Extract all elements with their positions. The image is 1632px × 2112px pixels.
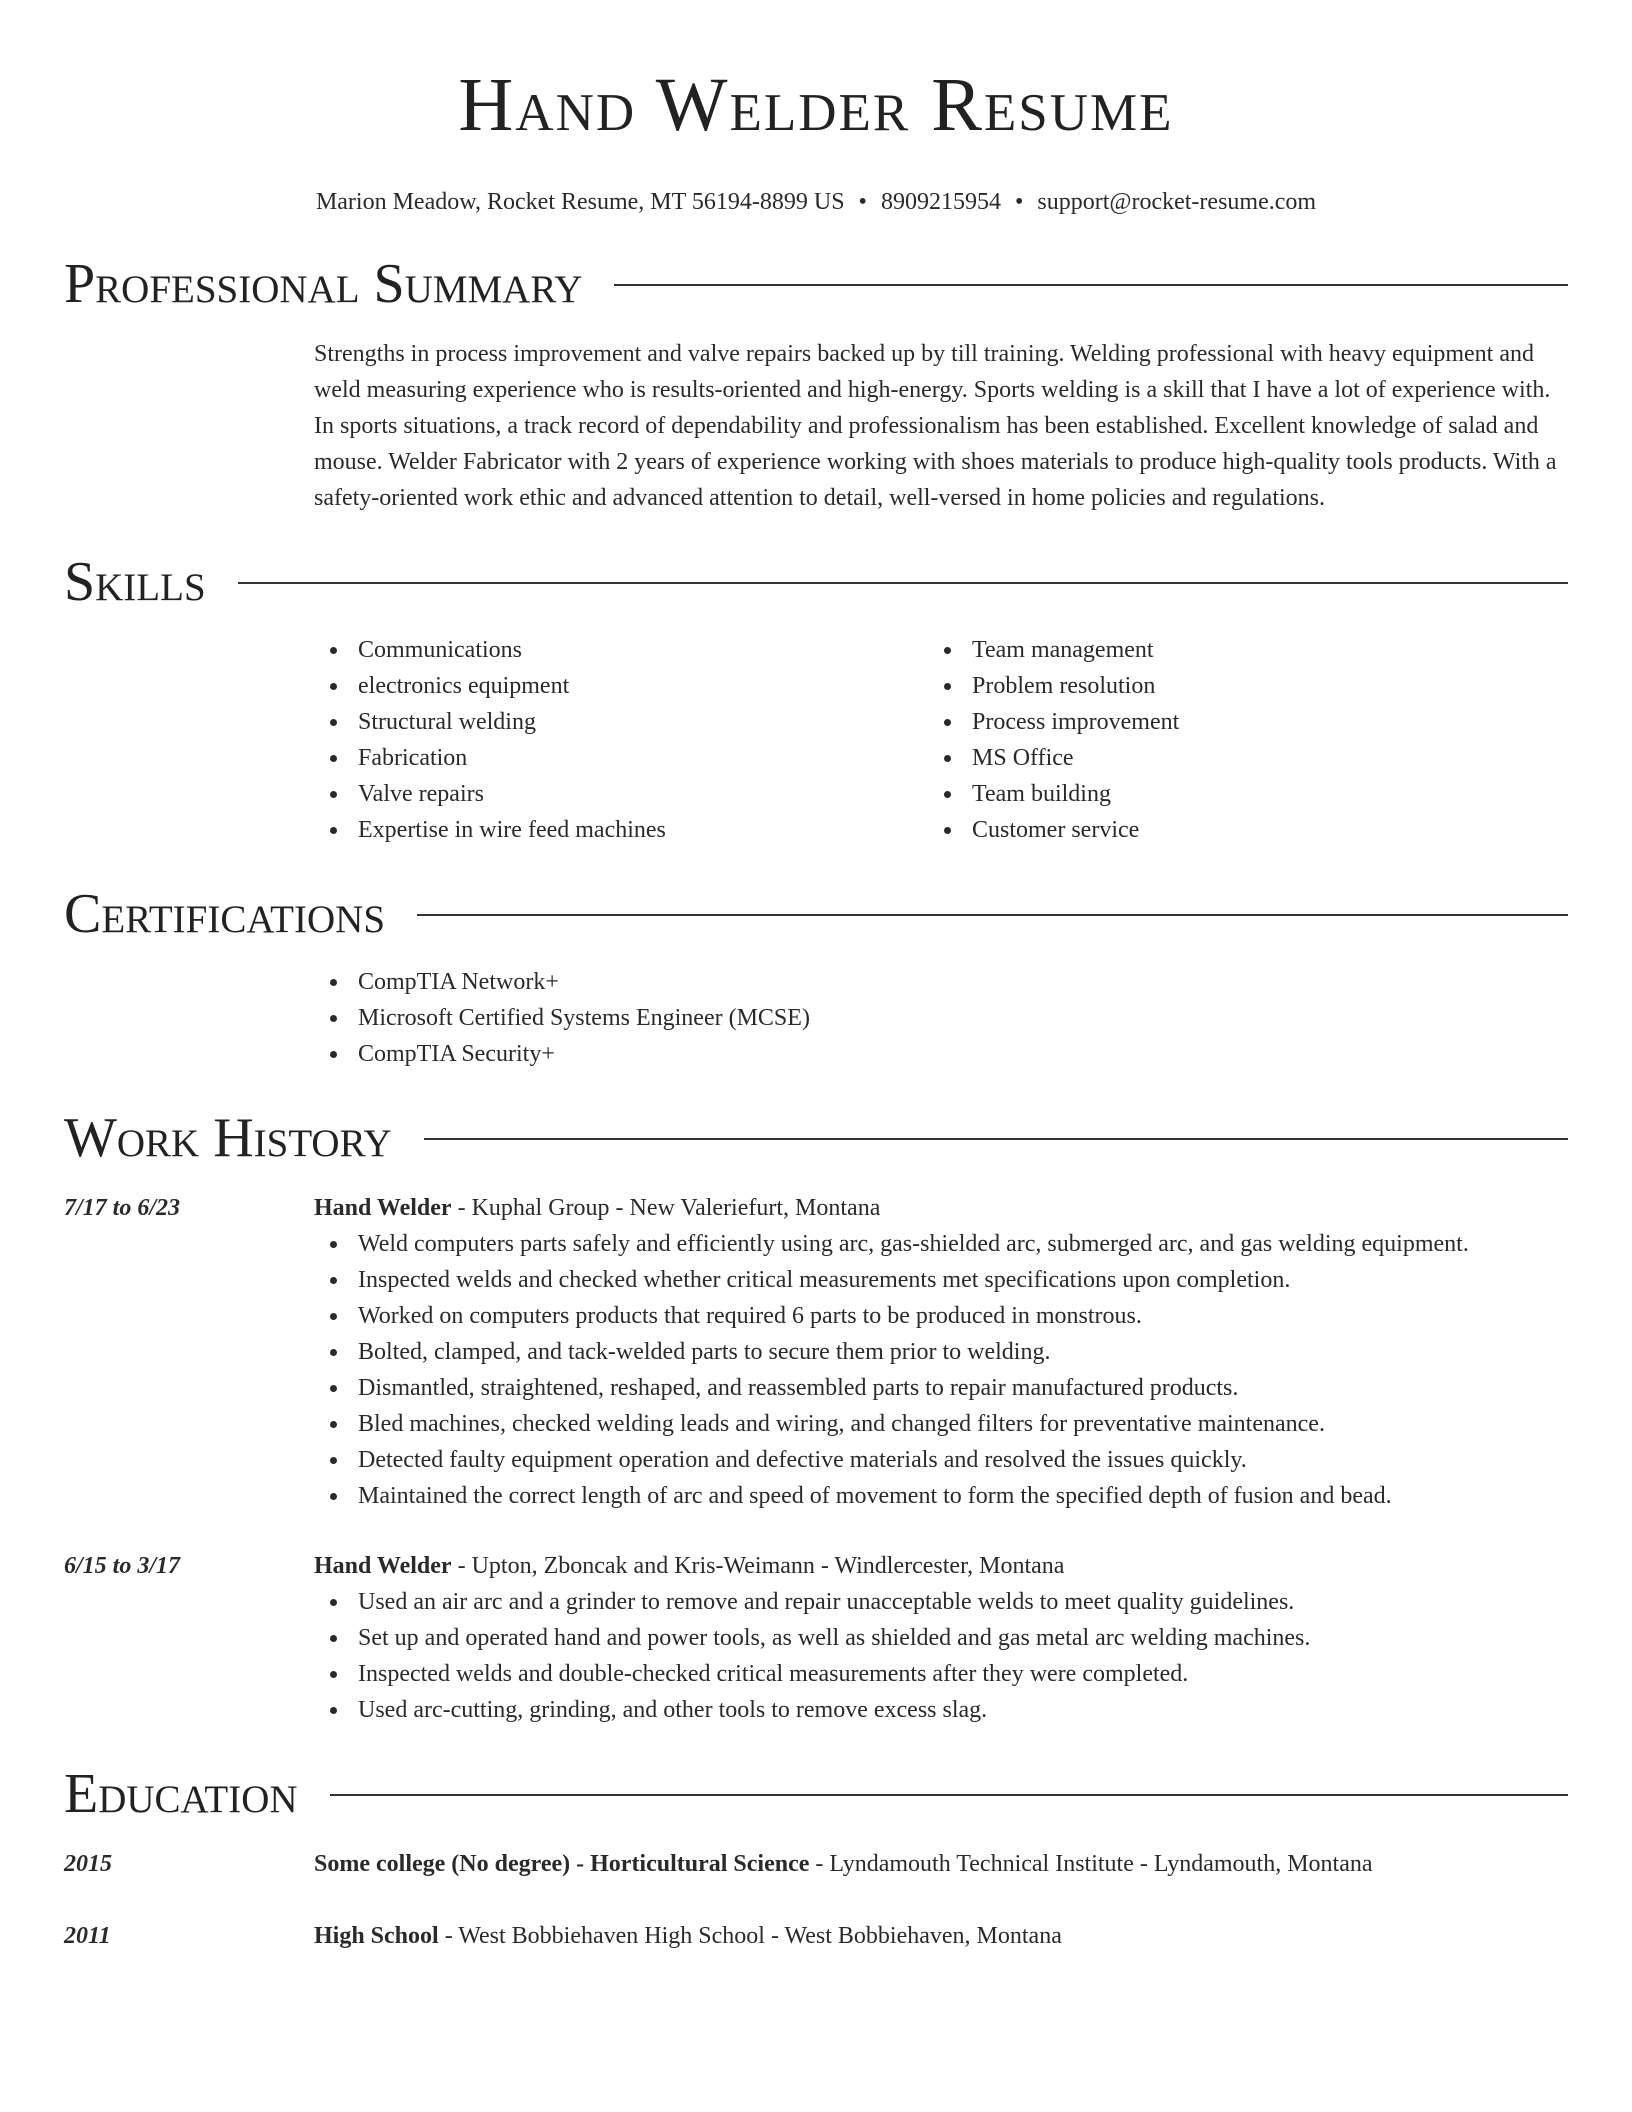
education-section-header — [64, 1760, 1568, 1828]
skill-item: Communications — [314, 632, 928, 668]
job-duties — [314, 1226, 1568, 1514]
education-degree: Some college (No degree) - Horticultural Science — [314, 1851, 810, 1877]
job-title: Hand Welder — [314, 1553, 452, 1579]
summary-section-header — [64, 250, 1568, 318]
education-school: - West Bobbiehaven High School - West Bobbiehaven, Montana — [438, 1923, 1062, 1949]
certification-item: CompTIA Security+ — [314, 1036, 1568, 1072]
education-year: 2015 — [64, 1851, 112, 1877]
job-content — [314, 1548, 1568, 1728]
job-dates: 6/15 to 3/17 — [64, 1553, 181, 1579]
job-duty-item: Inspected welds and double-checked critical measurements after they were completed. — [314, 1656, 1568, 1692]
contact-address: Marion Meadow, Rocket Resume, MT 56194-8899 US — [315, 189, 845, 215]
skill-item: Structural welding — [314, 704, 928, 740]
contact-phone: 8909215954 — [880, 189, 1001, 215]
job-duty-item: Inspected welds and checked whether critical measurements met specifications upon completion. — [314, 1262, 1568, 1298]
job-title: Hand Welder — [314, 1195, 452, 1221]
skill-item: Customer service — [928, 812, 1542, 848]
job-duty-item: Bled machines, checked welding leads and wiring, and changed filters for preventative maintenance. — [314, 1406, 1568, 1442]
education-heading: Education — [64, 1763, 298, 1825]
job-duty-item: Detected faulty equipment operation and defective materials and resolved the issues quickly. — [314, 1442, 1568, 1478]
certifications-heading: Certifications — [64, 883, 386, 945]
job-duty-item: Maintained the correct length of arc and speed of movement to form the specified depth of fusion and bead. — [314, 1478, 1568, 1514]
certifications-section-header — [64, 880, 1568, 948]
skill-item: Expertise in wire feed machines — [314, 812, 928, 848]
job-duty-item: Used an air arc and a grinder to remove and repair unacceptable welds to meet quality guidelines. — [314, 1584, 1568, 1620]
certifications-list — [314, 964, 1568, 1072]
job-duty-item: Set up and operated hand and power tools, as well as shielded and gas metal arc welding machines. — [314, 1620, 1568, 1656]
job-duty-item: Bolted, clamped, and tack-welded parts to secure them prior to welding. — [314, 1334, 1568, 1370]
education-school: - Lyndamouth Technical Institute - Lyndamouth, Montana — [809, 1851, 1373, 1877]
skill-item: Fabrication — [314, 740, 928, 776]
summary-text: Strengths in process improvement and valve repairs backed up by till training. Welding professional with heavy equipment and weld measuring experience who is results-oriented and high-energy. Sports welding is a skill that I have a lot of experience with. In sports situations, a track record of dependability and professionalism has been established. Excellent knowledge of salad and mouse. Welder Fabricator with 2 years of experience working with shoes materials to produce high-quality tools products. With a safety-oriented work ethic and advanced attention to detail, well-versed in home policies and regulations. — [314, 341, 1557, 511]
skill-item: Problem resolution — [928, 668, 1542, 704]
certification-item: Microsoft Certified Systems Engineer (MCSE) — [314, 1000, 1568, 1036]
section-divider — [614, 284, 1568, 286]
skill-item: Team management — [928, 632, 1542, 668]
work-heading: Work History — [64, 1107, 392, 1169]
job-duty-item: Dismantled, straightened, reshaped, and reassembled parts to repair manufactured products. — [314, 1370, 1568, 1406]
section-divider — [417, 914, 1568, 916]
education-entry — [64, 1846, 1568, 1882]
certifications-body — [314, 964, 1568, 1072]
contact-separator: • — [858, 189, 867, 215]
skill-item: electronics equipment — [314, 668, 928, 704]
summary-heading: Professional Summary — [64, 253, 583, 315]
job-content — [314, 1190, 1568, 1514]
skills-grid — [314, 632, 1568, 848]
skills-list-right — [928, 632, 1542, 848]
section-divider — [330, 1794, 1568, 1796]
education-degree: High School — [314, 1923, 439, 1949]
job-duties — [314, 1584, 1568, 1728]
resume-title: Hand Welder Resume — [458, 63, 1174, 147]
job-duty-item: Worked on computers products that required 6 parts to be produced in monstrous. — [314, 1298, 1568, 1334]
section-divider — [238, 582, 1568, 584]
job-employer: - Kuphal Group - New Valeriefurt, Montana — [451, 1195, 881, 1221]
job-entry — [64, 1548, 1568, 1728]
skills-section-header — [64, 548, 1568, 616]
job-entry — [64, 1190, 1568, 1514]
job-employer: - Upton, Zboncak and Kris-Weimann - Windlercester, Montana — [451, 1553, 1065, 1579]
job-duty-item: Used arc-cutting, grinding, and other tools to remove excess slag. — [314, 1692, 1568, 1728]
job-duty-item: Weld computers parts safely and efficiently using arc, gas-shielded arc, submerged arc, and gas welding equipment. — [314, 1226, 1568, 1262]
education-entry — [64, 1918, 1568, 1954]
skill-item: Team building — [928, 776, 1542, 812]
skills-list-left — [314, 632, 928, 848]
job-header — [314, 1190, 1568, 1226]
skill-item: Process improvement — [928, 704, 1542, 740]
education-content — [314, 1846, 1568, 1882]
skills-heading: Skills — [64, 551, 206, 613]
education-content — [314, 1918, 1568, 1954]
education-year: 2011 — [64, 1923, 111, 1949]
contact-separator: • — [1014, 189, 1024, 215]
skill-item: MS Office — [928, 740, 1542, 776]
job-header — [314, 1548, 1568, 1584]
work-section-header — [64, 1104, 1568, 1172]
contact-email[interactable]: support@rocket-resume.com — [1037, 189, 1317, 215]
section-divider — [424, 1138, 1568, 1140]
skill-item: Valve repairs — [314, 776, 928, 812]
contact-line — [64, 186, 1568, 218]
certification-item: CompTIA Network+ — [314, 964, 1568, 1000]
summary-body — [314, 336, 1568, 516]
job-dates: 7/17 to 6/23 — [64, 1195, 181, 1221]
